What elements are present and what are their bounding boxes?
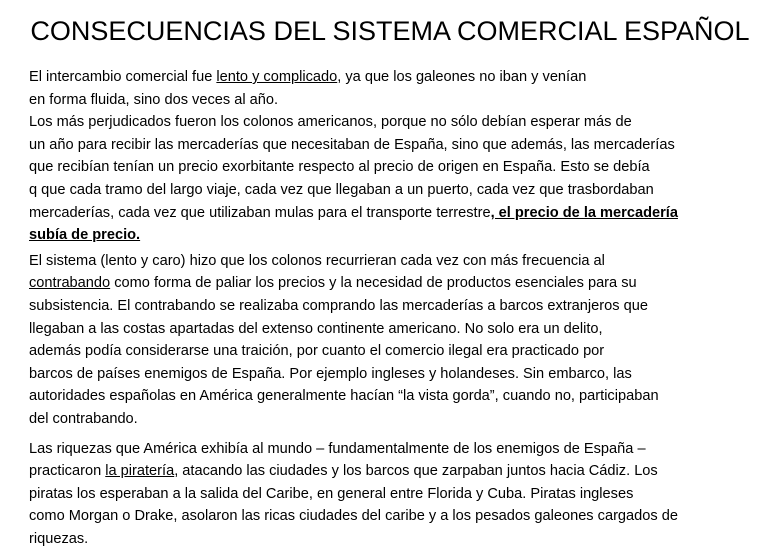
text-line: riquezas. <box>29 528 757 550</box>
text-line: El sistema (lento y caro) hizo que los colonos recurrieran cada vez con más frecuencia al <box>29 250 757 273</box>
text-segment: como forma de paliar los precios y la necesidad de productos esenciales para su <box>110 275 636 291</box>
text-line: barcos de países enemigos de España. Por ejemplo ingleses y holandeses. Sin embarco, las <box>29 363 757 386</box>
text-segment: practicaron <box>29 463 105 479</box>
text-line <box>29 272 757 295</box>
paragraph-contraband <box>29 250 757 431</box>
text-line: además podía considerarse una traición, por cuanto el comercio ilegal era practicado por <box>29 340 757 363</box>
text-line: del contrabando. <box>29 408 757 431</box>
text-segment: , ya que los galeones no iban y venían <box>337 69 586 85</box>
text-line: autoridades españolas en América generalmente hacían “la vista gorda”, cuando no, participaban <box>29 385 757 408</box>
text-line: como Morgan o Drake, asolaron las ricas ciudades del caribe y a los pesados galeones cargados de <box>29 505 757 528</box>
text-line <box>29 66 757 89</box>
text-segment: El intercambio comercial fue <box>29 69 216 85</box>
text-segment: mercaderías, cada vez que utilizaban mulas para el transporte terrestre <box>29 205 491 221</box>
text-line: Los más perjudicados fueron los colonos americanos, porque no sólo debían esperar más de <box>29 111 757 134</box>
text-line <box>29 460 757 483</box>
text-line <box>29 202 757 225</box>
body-text <box>29 66 757 550</box>
slide-title: CONSECUENCIAS DEL SISTEMA COMERCIAL ESPAÑOL <box>0 13 780 49</box>
underlined-phrase: lento y complicado <box>216 69 337 85</box>
underlined-phrase: la piratería <box>105 463 174 479</box>
bold-underlined-phrase: , el precio de la mercadería <box>491 205 678 221</box>
text-line: piratas los esperaban a la salida del Caribe, en general entre Florida y Cuba. Piratas ingleses <box>29 483 757 506</box>
text-line: en forma fluida, sino dos veces al año. <box>29 89 757 112</box>
text-line: que recibían tenían un precio exorbitante respecto al precio de origen en España. Esto se debía <box>29 156 757 179</box>
text-line <box>29 224 757 247</box>
text-line: un año para recibir las mercaderías que necesitaban de España, sino que además, las mercaderías <box>29 134 757 157</box>
text-line: llegaban a las costas apartadas del extenso continente americano. No solo era un delito, <box>29 318 757 341</box>
paragraph-trade <box>29 66 757 247</box>
bold-underlined-phrase: subía de precio. <box>29 227 140 243</box>
underlined-phrase: contrabando <box>29 275 110 291</box>
paragraph-piracy <box>29 438 757 550</box>
text-line: q que cada tramo del largo viaje, cada vez que llegaban a un puerto, cada vez que trasbordaban <box>29 179 757 202</box>
text-segment: , atacando las ciudades y los barcos que zarpaban juntos hacia Cádiz. Los <box>174 463 658 479</box>
text-line: Las riquezas que América exhibía al mundo – fundamentalmente de los enemigos de España – <box>29 438 757 461</box>
text-line: subsistencia. El contrabando se realizaba comprando las mercaderías a barcos extranjeros que <box>29 295 757 318</box>
paragraph-spacer <box>29 431 757 438</box>
